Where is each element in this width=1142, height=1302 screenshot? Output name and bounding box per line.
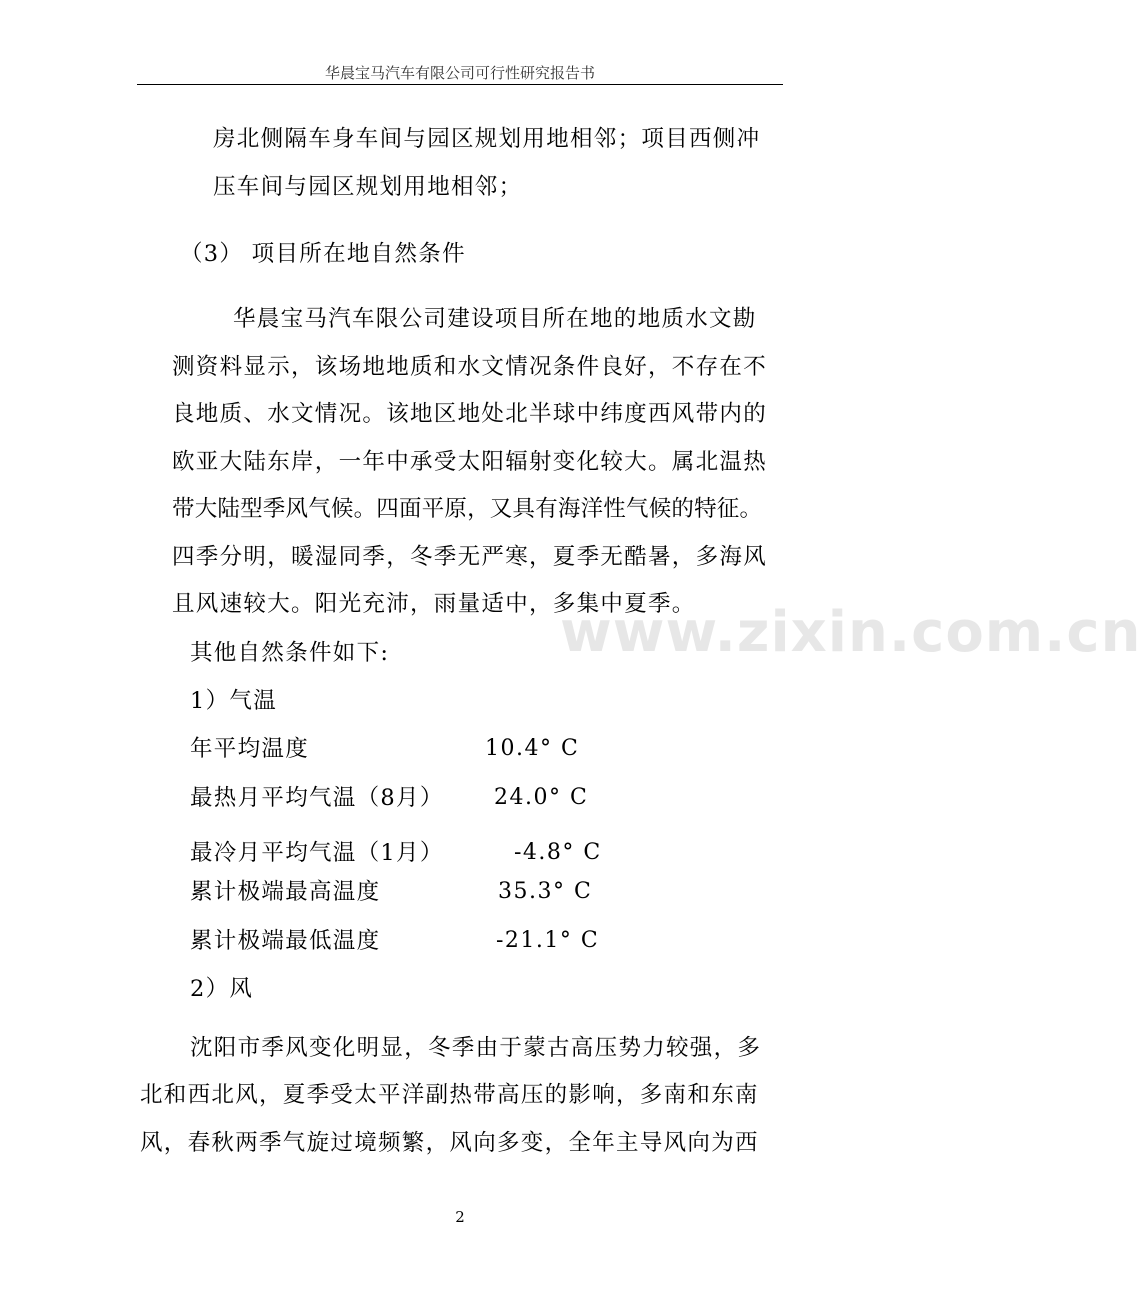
temp-value: 24.0° C	[494, 785, 589, 810]
subsection-heading: 1）气温	[190, 688, 278, 714]
temp-value: -4.8° C	[514, 840, 602, 865]
subsection-heading: 2）风	[190, 976, 254, 1002]
body-line: 四季分明，暖湿同季，冬季无严寒，夏季无酷暑，多海风	[172, 544, 768, 570]
body-line: 房北侧隔车身车间与园区规划用地相邻；项目西侧冲	[213, 126, 761, 152]
header-rule	[137, 84, 783, 85]
body-line: 带大陆型季风气候。四面平原，又具有海洋性气候的特征。	[172, 496, 763, 522]
temp-value: 10.4° C	[485, 736, 580, 761]
temp-label: 累计极端最低温度	[190, 928, 381, 954]
body-line: 华晨宝马汽车限公司建设项目所在地的地质水文勘	[233, 306, 757, 332]
body-line: 沈阳市季风变化明显，冬季由于蒙古高压势力较强，多	[190, 1035, 762, 1061]
body-line: 北和西北风，夏季受太平洋副热带高压的影响，多南和东南	[140, 1082, 759, 1108]
body-line: 其他自然条件如下:	[190, 640, 390, 666]
watermark: www.zixin.com.cn	[560, 600, 1142, 665]
body-line: 风，春秋两季气旋过境频繁，风向多变，全年主导风向为西	[140, 1130, 759, 1156]
temp-value: 35.3° C	[498, 879, 593, 904]
page-header: 华晨宝马汽车有限公司可行性研究报告书	[324, 64, 595, 82]
temp-label: 最热月平均气温（8月）	[190, 785, 444, 811]
body-line: 且风速较大。阳光充沛，雨量适中，多集中夏季。	[172, 591, 696, 617]
temp-value: -21.1° C	[496, 928, 600, 953]
page-number: 2	[455, 1208, 465, 1226]
body-line: 压车间与园区规划用地相邻；	[213, 174, 523, 200]
temp-label: 累计极端最高温度	[190, 879, 381, 905]
body-line: 欧亚大陆东岸，一年中承受太阳辐射变化较大。属北温热	[172, 449, 768, 475]
body-line: 良地质、水文情况。该地区地处北半球中纬度西风带内的	[172, 401, 768, 427]
body-line: 测资料显示，该场地地质和水文情况条件良好，不存在不	[172, 354, 768, 380]
temp-label: 最冷月平均气温（1月）	[190, 840, 444, 866]
temp-label: 年平均温度	[190, 736, 310, 762]
section-heading: （3） 项目所在地自然条件	[180, 241, 466, 267]
